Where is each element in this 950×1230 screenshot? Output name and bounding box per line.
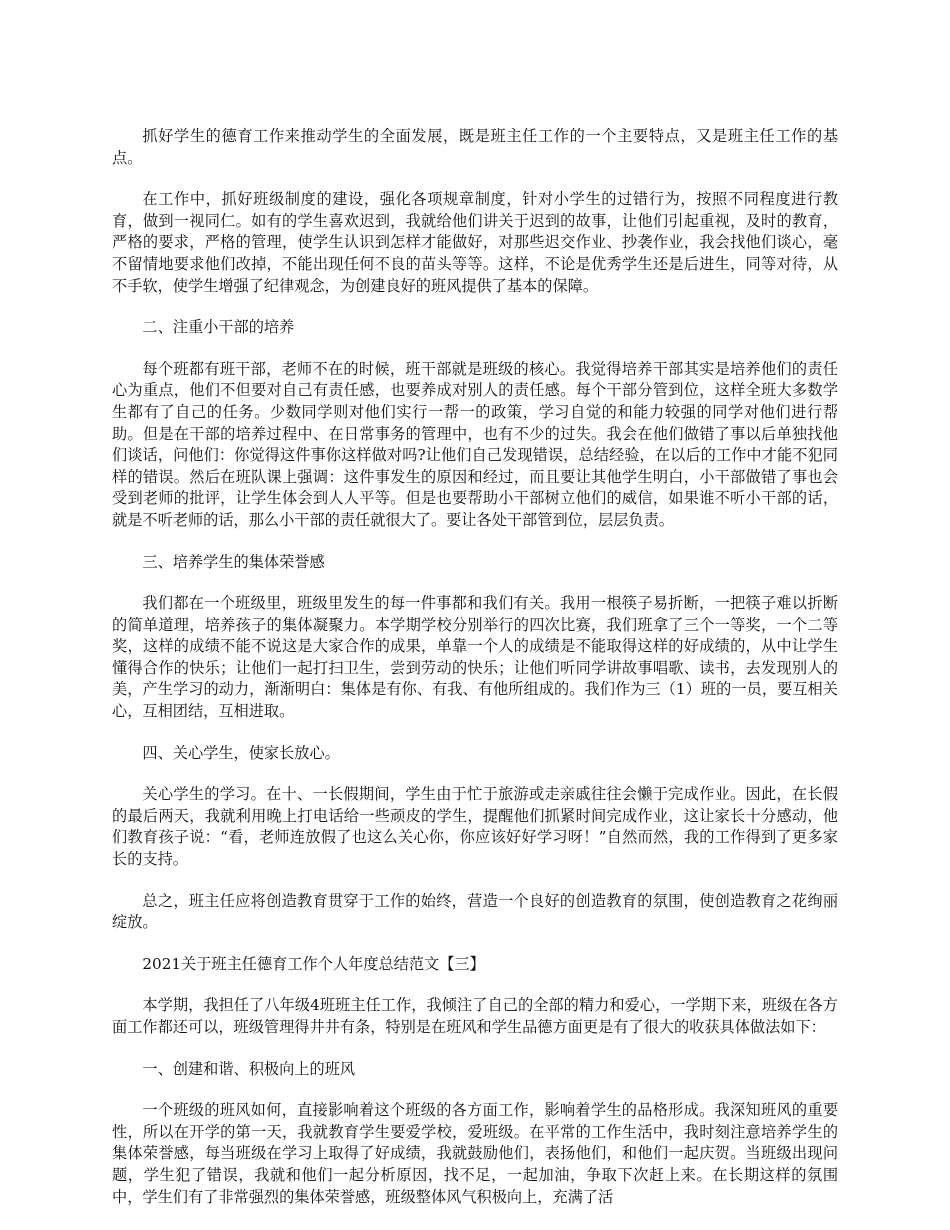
paragraph-care: 关心学生的学习。在十、一长假期间，学生由于忙于旅游或走亲戚往往会懒于完成作业。因此，在长假的最后两天，我就利用晚上打电话给一些顽皮的学生，提醒他们抓紧时间完成作业，这让家长十分感动，他们教育孩子说：“看，老师连放假了也这么关心你，你应该好好学习呀！”自然而然，我的工作得到了更多家长的支持。 — [112, 785, 838, 869]
article-title-three: 2021关于班主任德育工作个人年度总结范文【三】 — [142, 954, 485, 973]
paragraph-semester: 本学期，我担任了八年级4班班主任工作，我倾注了自己的全部的精力和爱心，一学期下来，班级在各方面工作都还可以，班级管理得井井有条，特别是在班风和学生品德方面更是有了很大的收获具体做法如下： — [112, 996, 838, 1036]
section-heading-cadre: 二、注重小干部的培养 — [142, 318, 295, 337]
section-heading-honor: 三、培养学生的集体荣誉感 — [142, 552, 325, 571]
paragraph-cadre: 每个班都有班干部，老师不在的时候，班干部就是班级的核心。我觉得培养干部其实是培养他们的责任心为重点，他们不但要对自己有责任感，也要养成对别人的责任感。每个干部分管到位，这样全班大多数学生都有了自己的任务。少数同学则对他们实行一帮一的政策，学习自觉的和能力较强的同学对他们进行帮助。但是在干部的培养过程中、在日常事务的管理中，也有不少的过失。我会在他们做错了事以后单独找他们谈话，问他们：你觉得这件事你这样做对吗?让他们自己发现错误，总结经验，在以后的工作中才能不犯同样的错误。然后在班队课上强调：这件事发生的原因和经过，而且要让其他学生明白，小干部做错了事也会受到老师的批评，让学生体会到人人平等。但是也要帮助小干部树立他们的威信，如果谁不听小干部的话，就是不听老师的话，那么小干部的责任就很大了。要让各处干部管到位，层层负责。 — [112, 359, 838, 529]
paragraph-intro: 抓好学生的德育工作来推动学生的全面发展，既是班主任工作的一个主要特点，又是班主任工作的基点。 — [112, 127, 838, 167]
section-heading-class-spirit: 一、创建和谐、积极向上的班风 — [142, 1059, 356, 1078]
paragraph-discipline: 在工作中，抓好班级制度的建设，强化各项规章制度，针对小学生的过错行为，按照不同程度进行教育，做到一视同仁。如有的学生喜欢迟到，我就给他们讲关于迟到的故事，让他们引起重视，及时的教育，严格的要求，严格的管理，使学生认识到怎样才能做好，对那些迟交作业、抄袭作业，我会找他们谈心，毫不留情地要求他们改掉，不能出现任何不良的苗头等等。这样，不论是优秀学生还是后进生，同等对待，从不手软，使学生增强了纪律观念，为创建良好的班风提供了基本的保障。 — [112, 190, 838, 295]
document-page — [112, 126, 838, 1228]
paragraph-class-spirit: 一个班级的班风如何，直接影响着这个班级的各方面工作，影响着学生的品格形成。我深知班风的重要性，所以在开学的第一天，我就教育学生要爱学校，爱班级。在平常的工作生活中，我时刻注意培养学生的集体荣誉感，每当班级在学习上取得了好成绩，我就鼓励他们，表扬他们，和他们一起庆贺。当班级出现问题，学生犯了错误，我就和他们一起分析原因，找不足，一起加油，争取下次赶上来。在长期这样的氛围中，学生们有了非常强烈的集体荣誉感，班级整体风气积极向上，充满了活 — [112, 1101, 838, 1206]
paragraph-honor: 我们都在一个班级里，班级里发生的每一件事都和我们有关。我用一根筷子易折断，一把筷子难以折断的简单道理，培养孩子的集体凝聚力。本学期学校分别举行的四次比赛，我们班拿了三个一等奖，一个二等奖，这样的成绩不能不说这是大家合作的成果，单靠一个人的成绩是不能取得这样的好成绩的，从中让学生懂得合作的快乐；让他们一起打扫卫生，尝到劳动的快乐；让他们听同学讲故事唱歌、读书，去发现别人的美，产生学习的动力，渐渐明白：集体是有你、有我、有他所组成的。我们作为三（1）班的一员，要互相关心，互相团结，互相进取。 — [112, 594, 838, 721]
paragraph-conclusion: 总之，班主任应将创造教育贯穿于工作的始终，营造一个良好的创造教育的氛围，使创造教育之花绚丽绽放。 — [112, 891, 838, 932]
section-heading-care: 四、关心学生，使家长放心。 — [142, 743, 340, 762]
